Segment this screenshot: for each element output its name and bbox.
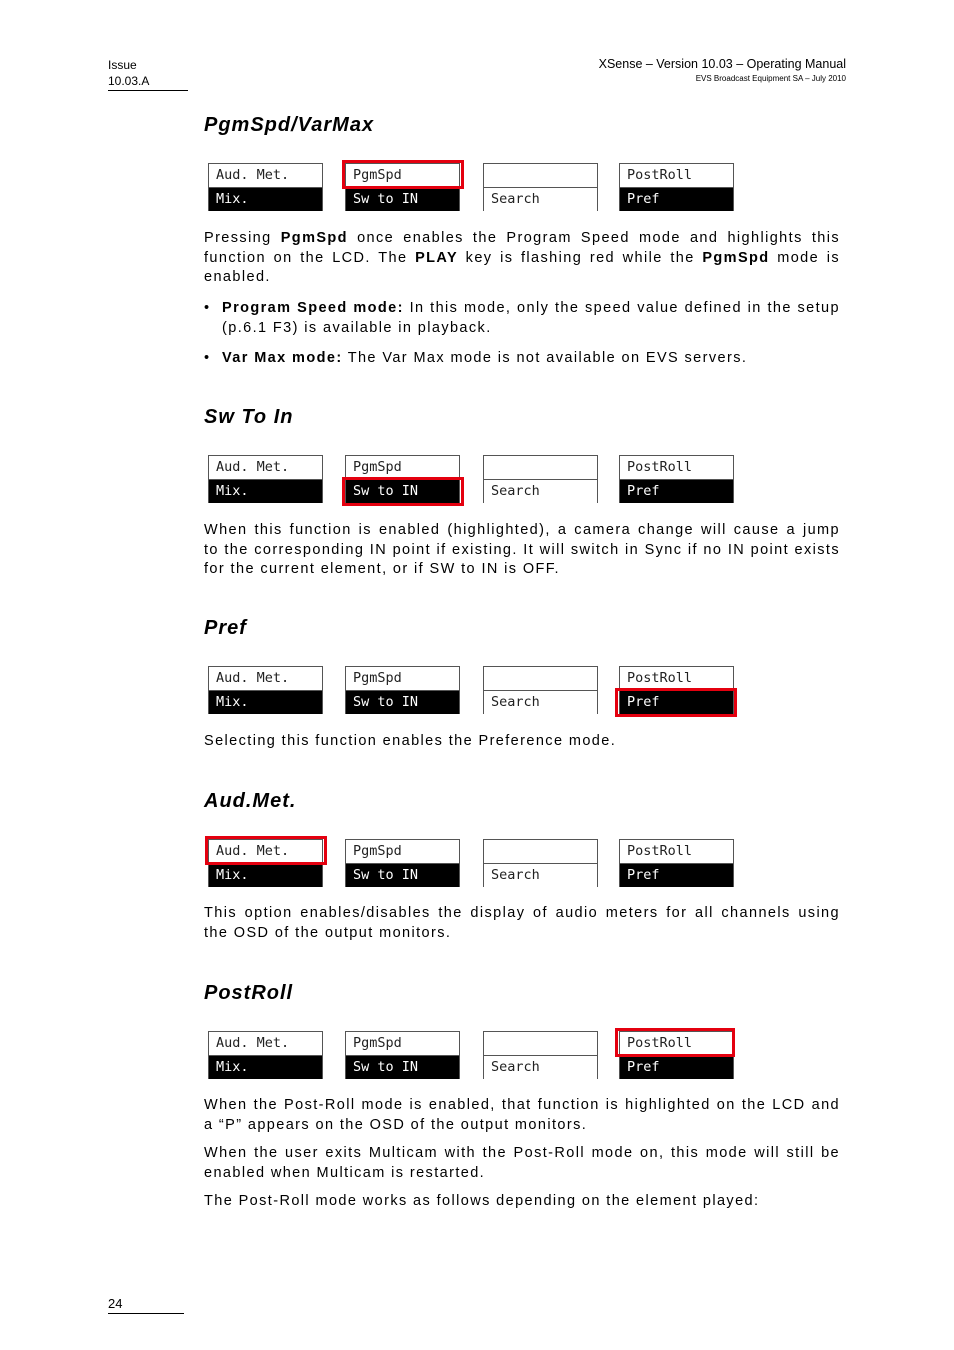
lcd-panel-postroll: [208, 1031, 738, 1083]
bullet-icon: •: [204, 300, 211, 316]
lcd-label: [484, 840, 597, 864]
lcd-cell-aud-met: [208, 1031, 323, 1079]
lcd-panel-pgmspd: [208, 163, 738, 215]
lcd-label: PostRoll: [620, 456, 733, 480]
lcd-label: Sw to IN: [346, 691, 459, 714]
heading-pgmspd-varmax: PgmSpd/VarMax: [204, 114, 375, 136]
bullet-icon: •: [204, 350, 211, 366]
lcd-cell-search: [483, 455, 598, 503]
lcd-cell-postroll: [619, 666, 734, 714]
lcd-label: PgmSpd: [346, 456, 459, 480]
heading-postroll: PostRoll: [204, 982, 294, 1004]
lcd-label: PostRoll: [620, 164, 733, 188]
lcd-cell-postroll: [619, 839, 734, 887]
lcd-cell-postroll: [619, 1031, 734, 1079]
lcd-cell-pgmspd: [345, 1031, 460, 1079]
lcd-label: PostRoll: [620, 667, 733, 691]
issue-number: 10.03.A: [108, 74, 150, 88]
list-item: • Program Speed mode: In this mode, only the speed value defined in the setup (p.6.1 F3) is available in playback.: [204, 300, 840, 336]
lcd-cell-search: [483, 1031, 598, 1079]
paragraph-postroll-3: The Post-Roll mode works as follows depending on the element played:: [204, 1193, 760, 1209]
paragraph-postroll-2: When the user exits Multicam with the Post-Roll mode on, this mode will still be enabled when Multicam is restarted.: [204, 1145, 840, 1181]
lcd-label: Aud. Met.: [209, 1032, 322, 1056]
lcd-label: Aud. Met.: [209, 840, 322, 864]
lcd-cell-search: [483, 666, 598, 714]
lcd-label: Sw to IN: [346, 1056, 459, 1079]
lcd-label: Mix.: [209, 691, 322, 714]
lcd-cell-aud-met: [208, 666, 323, 714]
lcd-label: PgmSpd: [346, 840, 459, 864]
lcd-label: PgmSpd: [346, 1032, 459, 1056]
lcd-label: Search: [484, 1056, 597, 1079]
heading-pref: Pref: [204, 617, 247, 639]
lcd-label: [484, 667, 597, 691]
lcd-cell-postroll: [619, 455, 734, 503]
paragraph-aud-met: This option enables/disables the display of audio meters for all channels using the OSD of the output monitors.: [204, 905, 840, 941]
issue-block: [108, 57, 188, 91]
lcd-label: Pref: [620, 691, 733, 714]
lcd-panel-sw-to-in: [208, 455, 738, 507]
lcd-label: Search: [484, 188, 597, 211]
lcd-label: PostRoll: [620, 1032, 733, 1056]
lcd-label: Mix.: [209, 480, 322, 503]
lcd-cell-aud-met: [208, 839, 323, 887]
lcd-cell-aud-met: [208, 163, 323, 211]
heading-sw-to-in: Sw To In: [204, 406, 294, 428]
lcd-label: Mix.: [209, 864, 322, 887]
lcd-label: PostRoll: [620, 840, 733, 864]
lcd-cell-search: [483, 839, 598, 887]
paragraph-pgmspd: Pressing PgmSpd once enables the Program Speed mode and highlights this function on the LCD. The PLAY key is flashing red while the PgmSpd mode is enabled.: [204, 230, 840, 285]
lcd-label: [484, 1032, 597, 1056]
lcd-label: Aud. Met.: [209, 164, 322, 188]
document-title: XSense – Version 10.03 – Operating Manual: [598, 57, 846, 71]
lcd-label: Search: [484, 480, 597, 503]
page-number: 24: [108, 1296, 184, 1314]
lcd-label: Aud. Met.: [209, 667, 322, 691]
lcd-cell-search: [483, 163, 598, 211]
lcd-cell-pgmspd: [345, 666, 460, 714]
lcd-cell-pgmspd: [345, 163, 460, 211]
list-item: • Var Max mode: The Var Max mode is not available on EVS servers.: [204, 349, 840, 369]
lcd-label: [484, 456, 597, 480]
lcd-label: Search: [484, 691, 597, 714]
lcd-label: Pref: [620, 864, 733, 887]
lcd-label: Pref: [620, 188, 733, 211]
lcd-label: Mix.: [209, 1056, 322, 1079]
lcd-cell-pgmspd: [345, 455, 460, 503]
lcd-label: Search: [484, 864, 597, 887]
lcd-label: Sw to IN: [346, 480, 459, 503]
heading-aud-met: Aud.Met.: [204, 790, 297, 812]
paragraph-sw-to-in: When this function is enabled (highlighted), a camera change will cause a jump to the corresponding IN point if existing. It will switch in Sync if no IN point exists for the current element, or if SW to IN is OFF.: [204, 522, 840, 577]
issue-label: Issue: [108, 58, 137, 72]
bullet-list-pgmspd: [204, 299, 840, 380]
lcd-cell-pgmspd: [345, 839, 460, 887]
lcd-label: Sw to IN: [346, 864, 459, 887]
lcd-label: PgmSpd: [346, 164, 459, 188]
lcd-label: Mix.: [209, 188, 322, 211]
lcd-label: Pref: [620, 480, 733, 503]
lcd-cell-postroll: [619, 163, 734, 211]
paragraph-postroll-1: When the Post-Roll mode is enabled, that function is highlighted on the LCD and a “P” appears on the OSD of the output monitors.: [204, 1097, 840, 1133]
lcd-label: Sw to IN: [346, 188, 459, 211]
lcd-label: Pref: [620, 1056, 733, 1079]
lcd-label: PgmSpd: [346, 667, 459, 691]
document-subtitle: EVS Broadcast Equipment SA – July 2010: [695, 74, 846, 83]
lcd-cell-aud-met: [208, 455, 323, 503]
lcd-label: Aud. Met.: [209, 456, 322, 480]
lcd-panel-aud-met: [208, 839, 738, 891]
lcd-label: [484, 164, 597, 188]
paragraph-pref: Selecting this function enables the Preference mode.: [204, 733, 617, 749]
lcd-panel-pref: [208, 666, 738, 718]
